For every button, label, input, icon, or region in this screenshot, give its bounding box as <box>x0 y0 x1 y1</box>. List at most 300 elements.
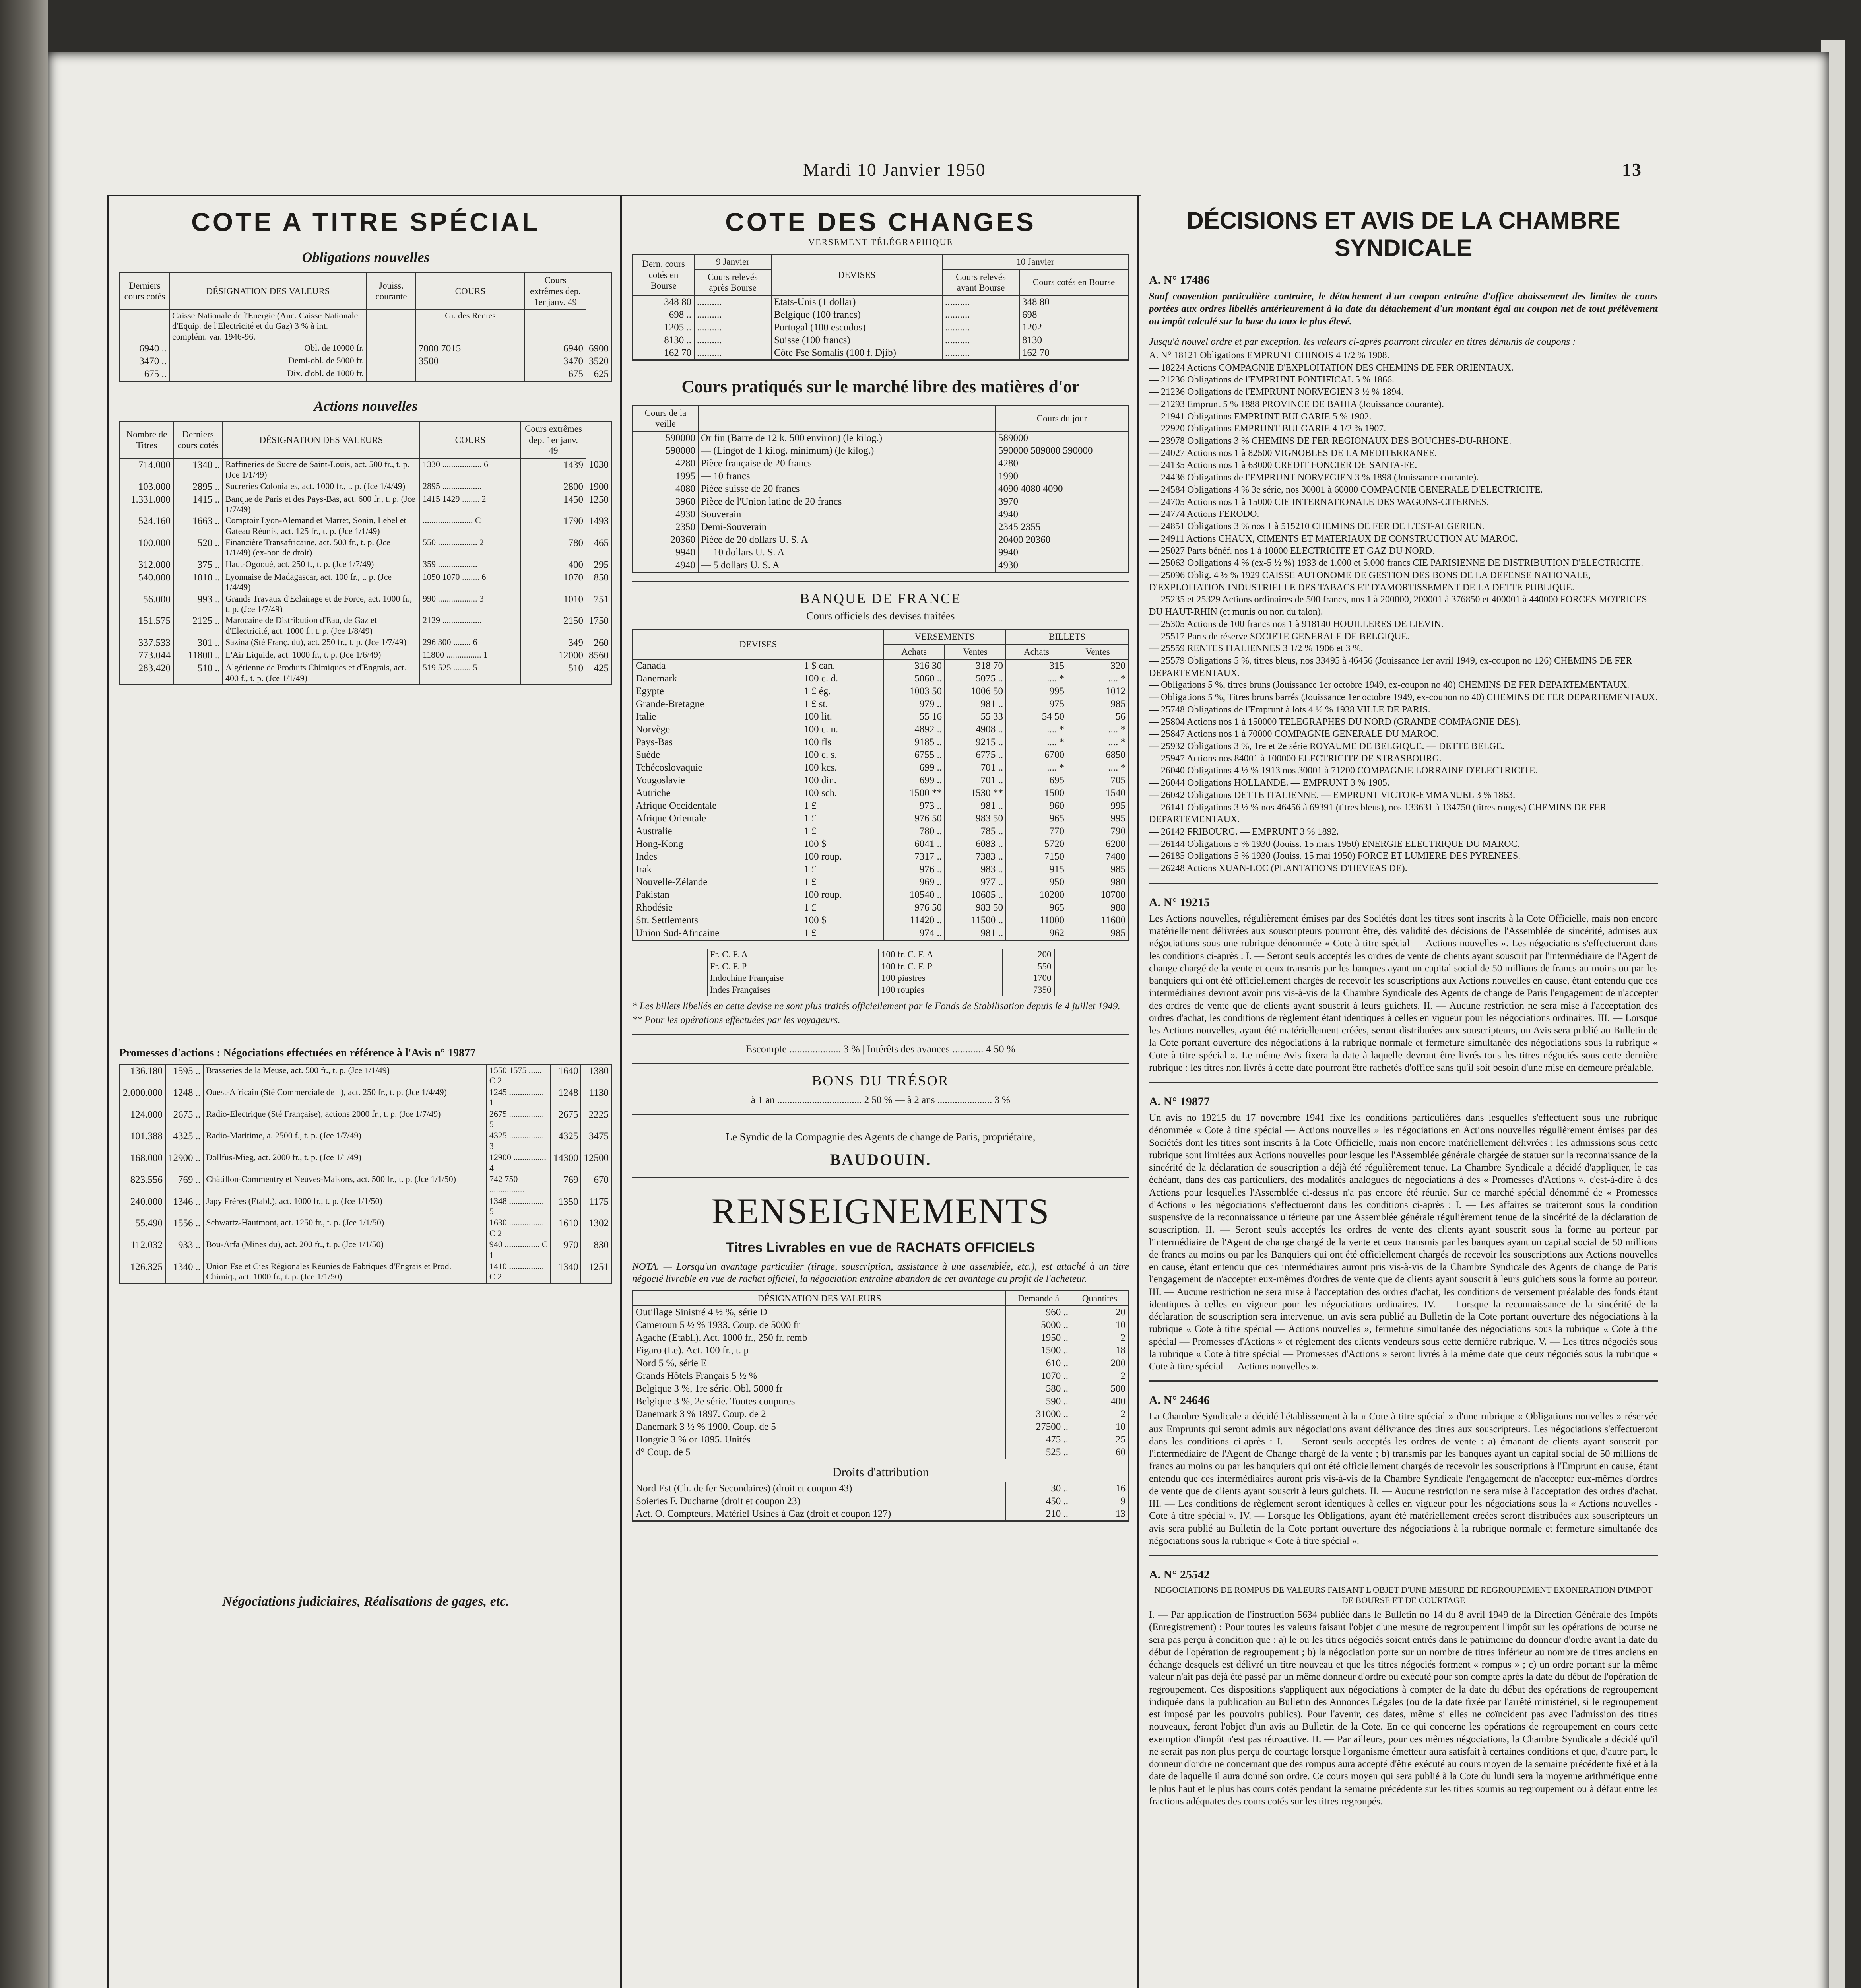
obligations-nouvelles-title: Obligations nouvelles <box>302 249 430 265</box>
table-cell: 11500 .. <box>945 914 1006 927</box>
table-cell: 975 <box>1006 698 1067 711</box>
table-row <box>120 515 612 537</box>
list-item: — 23978 Obligations 3 % CHEMINS DE FER REGIONAUX DES BOUCHES-DU-RHONE. <box>1149 436 1512 447</box>
or-title: Cours pratiqués sur le marché libre des matières d'or <box>681 377 1080 396</box>
table-cell: 6200 <box>1067 838 1129 850</box>
table-cell: Yougoslavie <box>633 774 801 787</box>
table-cell: Dix. d'obl. de 1000 fr. <box>169 368 367 381</box>
table-cell: 3960 <box>633 495 699 508</box>
table-cell: 375 .. <box>173 559 223 571</box>
table-cell: 6775 .. <box>945 749 1006 761</box>
table-cell: 16 <box>1071 1482 1129 1495</box>
table-row <box>633 295 1129 309</box>
table-row <box>120 1064 612 1086</box>
table-cell: 1 $ can. <box>801 659 883 672</box>
table-row <box>120 662 612 684</box>
col-header: Ventes <box>1067 645 1129 660</box>
table-cell: 1530 ** <box>945 787 1006 800</box>
table-cell: 9940 <box>996 546 1129 559</box>
table-cell: 100.000 <box>120 537 174 559</box>
table-cell: 100 c. d. <box>801 672 883 685</box>
table-cell <box>367 355 416 368</box>
table-cell: Raffineries de Sucre de Saint-Louis, act. 500 fr., t. p. (Jce 1/1/49) <box>223 458 420 481</box>
table-cell: Financière Transafricaine, act. 500 fr., t. p. (Jce 1/1/49) (ex-bon de droit) <box>223 537 420 559</box>
table-cell: 670 <box>581 1174 611 1196</box>
table-cell: 981 .. <box>945 698 1006 711</box>
table-cell: 296 300 ........ 6 <box>420 637 521 649</box>
table-cell: 2225 <box>581 1109 611 1130</box>
table-cell: 103.000 <box>120 481 174 493</box>
avis-25542-heading: NEGOCIATIONS DE ROMPUS DE VALEURS FAISANT L'OBJET D'UNE MESURE DE REGROUPEMENT EXONERATION D'IMPOT DE BOURSE ET DE COURTAGE <box>1154 1585 1653 1606</box>
page-date: Mardi 10 Janvier 1950 <box>803 159 986 180</box>
table-cell: 1493 <box>586 515 612 537</box>
table-cell <box>367 368 416 381</box>
table-row <box>120 649 612 662</box>
table-row <box>633 927 1129 940</box>
table-cell: 18 <box>1071 1344 1129 1357</box>
table-cell: 2800 <box>521 481 586 493</box>
table-cell: 6083 .. <box>945 838 1006 850</box>
table-cell: 1556 .. <box>165 1217 203 1239</box>
table-cell: Or fin (Barre de 12 k. 500 environ) (le kilog.) <box>698 431 996 445</box>
table-cell: .... * <box>1006 736 1067 749</box>
table-cell: 316 30 <box>883 659 945 672</box>
table-cell: 2 <box>1071 1332 1129 1344</box>
list-item: — 26144 Obligations 5 % 1930 (Jouiss. 15 mars 1950) ENERGIE ELECTRIQUE DU MAROC. <box>1149 839 1520 849</box>
table-cell: 1 £ <box>801 876 883 889</box>
table-cell: Pays-Bas <box>633 736 801 749</box>
table-cell: Indochine Française <box>707 972 879 984</box>
column-decisions <box>1149 199 1658 1988</box>
table-row <box>633 889 1129 901</box>
table-cell: .......... <box>694 347 771 360</box>
table-cell: 100 c. s. <box>801 749 883 761</box>
table-cell: Radio-Electrique (Sté Française), actions 2000 fr., t. p. (Jce 1/7/49) <box>203 1109 487 1130</box>
list-item: — 25517 Parts de réserve SOCIETE GENERALE DE BELGIQUE. <box>1149 631 1410 642</box>
table-cell: 773.044 <box>120 649 174 662</box>
table-cell: 55.490 <box>120 1217 166 1239</box>
table-cell: Tchécoslovaquie <box>633 761 801 774</box>
table-cell: 1500 ** <box>883 787 945 800</box>
droits-title: Droits d'attribution <box>633 1459 1129 1482</box>
table-cell: 425 <box>586 662 612 684</box>
list-item: — 25804 Actions nos 1 à 150000 TELEGRAPHES DU NORD (GRANDE COMPAGNIE DES). <box>1149 716 1521 727</box>
table-cell: 9940 <box>633 546 699 559</box>
table-cell: 1175 <box>581 1196 611 1217</box>
table-cell: 4325 ................ 3 <box>487 1130 551 1152</box>
table-cell: Ouest-Africain (Sté Commerciale de l'), act. 250 fr., t. p. (Jce 1/4/49) <box>203 1087 487 1109</box>
table-cell: 112.032 <box>120 1239 166 1261</box>
table-cell: .......... <box>942 309 1019 321</box>
column-rule-2 <box>1137 195 1139 1988</box>
table-cell: 590000 <box>633 445 699 457</box>
table-cell: 981 .. <box>945 800 1006 812</box>
list-item: — 26044 Obligations HOLLANDE. — EMPRUNT 3 % 1905. <box>1149 778 1389 788</box>
table-cell: 320 <box>1067 659 1129 672</box>
table-cell: Obl. de 10000 fr. <box>169 342 367 355</box>
table-cell: 60 <box>1071 1446 1129 1459</box>
table-cell: 348 80 <box>633 295 695 309</box>
avis-19215: A. N° 19215 <box>1149 895 1210 909</box>
table-row <box>633 825 1129 838</box>
table-cell: 915 <box>1006 863 1067 876</box>
table-cell: Côte Fse Somalis (100 f. Djib) <box>771 347 942 360</box>
table-cell: Pakistan <box>633 889 801 901</box>
list-item: — 21236 Obligations de l'EMPRUNT PONTIFICAL 5 % 1866. <box>1149 375 1394 385</box>
table-cell: 705 <box>1067 774 1129 787</box>
oblig-intro: Caisse Nationale de l'Energie (Anc. Caisse Nationale d'Equip. de l'Electricité et du Gaz) 3 % à int. complém. var. 1946-96. <box>169 310 367 342</box>
avis-17486-text: Sauf convention particulière contraire, le détachement d'un coupon entraîne d'office abaissement des limites de cours portées aux ordres libellés antérieurement à la date du détachement d'un montant égal au coupon net de tout prélèvement ou impôt calculé sur la base du taux le plus élevé. <box>1149 291 1658 327</box>
table-cell: 4280 <box>996 457 1129 470</box>
col-header: Demande à <box>1006 1291 1071 1306</box>
table-cell: 13 <box>1071 1508 1129 1521</box>
table-row <box>633 1357 1129 1370</box>
table-cell: 698 .. <box>633 309 695 321</box>
table-cell: 240.000 <box>120 1196 166 1217</box>
cfa-table <box>707 949 1055 996</box>
table-row <box>633 347 1129 360</box>
table-row <box>633 711 1129 723</box>
table-cell: 979 .. <box>883 698 945 711</box>
table-row <box>633 1382 1129 1395</box>
table-cell: 100 c. n. <box>801 723 883 736</box>
list-item: — 24851 Obligations 3 % nos 1 à 515210 CHEMINS DE FER DE L'EST-ALGERIEN. <box>1149 521 1485 532</box>
table-cell: 1410 ................ C 2 <box>487 1261 551 1283</box>
col-header: Cours extrêmes dep. 1er janv. 49 <box>525 273 586 310</box>
table-row <box>633 495 1129 508</box>
list-item: — 22920 Obligations EMPRUNT BULGARIE 4 1/2 % 1907. <box>1149 423 1386 434</box>
list-item: — 26141 Obligations 3 ½ % nos 46456 à 69391 (titres bleus), nos 133631 à 134750 (titres rouges) CHEMINS DE FER DEPARTEMENTAUX. <box>1149 802 1607 825</box>
table-cell: 12900 ............... 4 <box>487 1152 551 1174</box>
table-cell: 1248 .. <box>165 1087 203 1109</box>
table-cell: 12000 <box>521 649 586 662</box>
or-table <box>632 405 1129 573</box>
list-item: — 21293 Emprunt 5 % 1888 PROVINCE DE BAHIA (Jouissance courante). <box>1149 399 1444 410</box>
col-header: Cours relevés avant Bourse <box>942 270 1019 295</box>
table-cell: 540.000 <box>120 571 174 593</box>
table-cell: Danemark 3 ½ % 1900. Coup. de 5 <box>633 1421 1006 1433</box>
table-cell: Pièce de l'Union latine de 20 francs <box>698 495 996 508</box>
table-row <box>120 310 612 342</box>
table-cell: Portugal (100 escudos) <box>771 321 942 334</box>
col-header: 9 Janvier <box>694 254 771 270</box>
table-row <box>633 445 1129 457</box>
table-cell: 4930 <box>633 508 699 521</box>
table-row <box>633 559 1129 573</box>
list-item: — 26142 FRIBOURG. — EMPRUNT 3 % 1892. <box>1149 827 1339 837</box>
table-cell: 988 <box>1067 901 1129 914</box>
table-cell: 27500 .. <box>1006 1421 1071 1433</box>
table-cell: — 10 francs <box>698 470 996 483</box>
table-cell: Comptoir Lyon-Alemand et Marret, Sonin, Lebel et Gateau Réunis, act. 125 fr., t. p. (Jce 1/1/49) <box>223 515 420 537</box>
actions-nouvelles-table <box>119 421 612 685</box>
promesses-table <box>119 1064 612 1284</box>
table-cell: 1540 <box>1067 787 1129 800</box>
table-row <box>120 1174 612 1196</box>
table-cell: Act. O. Compteurs, Matériel Usines à Gaz (droit et coupon 127) <box>633 1508 1006 1521</box>
table-cell: 850 <box>586 571 612 593</box>
table-cell: Figaro (Le). Act. 100 fr., t. p <box>633 1344 1006 1357</box>
table-row <box>120 637 612 649</box>
table-cell: 8560 <box>586 649 612 662</box>
table-cell: 983 .. <box>945 863 1006 876</box>
list-item: — Obligations 5 %, titres bruns (Jouissance 1er octobre 1949, ex-coupon no 40) CHEMINS DE FER DEPARTEMENTAUX. <box>1149 680 1630 691</box>
list-item: — 24584 Obligations 4 % 3e série, nos 30001 à 60000 COMPAGNIE GENERALE D'ELECTRICITE. <box>1149 484 1543 495</box>
table-cell: 769 .. <box>165 1174 203 1196</box>
table-row <box>633 334 1129 347</box>
table-cell: 11600 <box>1067 914 1129 927</box>
table-cell: .......... <box>694 295 771 309</box>
table-cell: 5720 <box>1006 838 1067 850</box>
table-cell: 1 £ ég. <box>801 685 883 698</box>
col-header: Quantités <box>1071 1291 1129 1306</box>
table-cell: 714.000 <box>120 458 174 481</box>
table-row <box>633 901 1129 914</box>
table-cell: 348 80 <box>1019 295 1129 309</box>
col-header <box>698 405 996 431</box>
table-cell: Demi-obl. de 5000 fr. <box>169 355 367 368</box>
table-row <box>633 521 1129 534</box>
table-cell: .......... <box>942 321 1019 334</box>
obligations-table <box>119 272 612 382</box>
table-cell: 12900 .. <box>165 1152 203 1174</box>
table-cell: 751 <box>586 593 612 615</box>
list-item: — 26040 Obligations 4 ½ % 1913 nos 30001 à 71200 COMPAGNIE LORRAINE D'ELECTRICITE. <box>1149 765 1538 776</box>
table-row <box>633 1495 1129 1508</box>
table-cell: 976 .. <box>883 863 945 876</box>
table-cell: 200 <box>1003 949 1054 961</box>
table-cell: Outillage Sinistré 4 ½ %, série D <box>633 1306 1006 1319</box>
rachats-subtitle: Titres Livrables en vue de RACHATS OFFICIELS <box>726 1240 1035 1256</box>
table-row <box>120 593 612 615</box>
table-row <box>633 1421 1129 1433</box>
table-cell: 995 <box>1006 685 1067 698</box>
table-cell: 1010 .. <box>173 571 223 593</box>
table-cell: 962 <box>1006 927 1067 940</box>
table-cell: 589000 <box>996 431 1129 445</box>
table-cell: 4930 <box>996 559 1129 573</box>
table-cell: 1990 <box>996 470 1129 483</box>
table-cell: 100 $ <box>801 838 883 850</box>
table-cell: 1250 <box>586 493 612 515</box>
list-item: — 24774 Actions FERODO. <box>1149 509 1259 520</box>
table-cell: Souverain <box>698 508 996 521</box>
table-row <box>120 1087 612 1109</box>
table-cell: 1 £ <box>801 812 883 825</box>
table-cell: 1012 <box>1067 685 1129 698</box>
table-cell: Grande-Bretagne <box>633 698 801 711</box>
table-cell: Hong-Kong <box>633 838 801 850</box>
col-header: COURS <box>420 421 521 458</box>
table-cell: 580 .. <box>1006 1382 1071 1395</box>
table-cell: 500 <box>1071 1382 1129 1395</box>
table-cell: 701 .. <box>945 774 1006 787</box>
table-cell: 2675 <box>551 1109 581 1130</box>
table-cell: 6755 .. <box>883 749 945 761</box>
table-cell: 980 <box>1067 876 1129 889</box>
table-cell: Union Sud-Africaine <box>633 927 801 940</box>
table-cell: 1900 <box>586 481 612 493</box>
bons-tresor-title: BONS DU TRÉSOR <box>812 1073 949 1089</box>
table-row <box>120 615 612 637</box>
table-cell: .... * <box>1067 761 1129 774</box>
table-cell: 974 .. <box>883 927 945 940</box>
table-cell: 101.388 <box>120 1130 166 1152</box>
table-row <box>633 309 1129 321</box>
table-cell: 318 70 <box>945 659 1006 672</box>
table-cell: 1500 .. <box>1006 1344 1071 1357</box>
table-cell: 933 .. <box>165 1239 203 1261</box>
table-cell: 475 .. <box>1006 1433 1071 1446</box>
table-cell: 100 fr. C. F. P <box>879 961 1003 973</box>
list-item: — 18224 Actions COMPAGNIE D'EXPLOITATION DES CHEMINS DE FER ORIENTAUX. <box>1149 362 1514 373</box>
table-row <box>633 457 1129 470</box>
blank-space <box>119 1284 612 1594</box>
table-cell: 785 .. <box>945 825 1006 838</box>
table-cell: 3470 <box>525 355 586 368</box>
table-cell: 9185 .. <box>883 736 945 749</box>
table-cell: 11420 .. <box>883 914 945 927</box>
blank-space <box>119 685 612 1043</box>
table-cell: 1 £ <box>801 901 883 914</box>
table-row <box>120 537 612 559</box>
table-cell: 20 <box>1071 1306 1129 1319</box>
table-cell: 1340 <box>551 1261 581 1283</box>
table-row <box>633 850 1129 863</box>
table-row <box>633 838 1129 850</box>
syndic-name: BAUDOUIN. <box>830 1151 931 1169</box>
col-header: Jouiss. courante <box>367 273 416 310</box>
table-cell: 100 fls <box>801 736 883 749</box>
table-cell: 1 £ <box>801 800 883 812</box>
avis-19215-text: Les Actions nouvelles, régulièrement émises par des Sociétés dont les titres sont inscrits à la Cote Officielle, mais non encore matériellement délivrées aux souscripteurs pourront être, dès validité des décisions de l'Assemblée de sincérité, admises aux négociations sous une rubrique dénommée « Cote à titre spécial — Actions nouvelles ». Les négociations s'effectueront dans les conditions ci-après : I. — Seront seuls acceptés les ordres de vente de clients ayant souscrit par l'intermédiaire de l'Agent de change chargé de la vente et ceux transmis par les banques ayant un capital social de 50 millions de francs au moins ou par les banquiers qui ont été officiellement chargés de recevoir les souscriptions aux Actions nouvelles en cause, étant entendu que ces intermédiaires devront avoir pris vis-à-vis de la Chambre Syndicale des Agents de change de Paris l'engagement de n'accepter des ordres de vente que de clients ayant souscrit à leurs guichets. II. — Aucune restriction ne sera mise à l'acceptation des ordres d'achat, les conditions de règlement étant identiques à celles en vigueur pour les négociations ordinaires. III. — Lorsque les Actions nouvelles, ayant été matériellement créées, seront distribuées aux souscripteurs, un Avis sera publié au Bulletin de la Cote portant ouverture des négociations à la rubrique normale et fermeture simultanée des négociations sous la rubrique « Cote à titre spécial ». Le même Avis fixera la date à laquelle devront être livrés tous les titres négociés sous cette dernière rubrique : les titres non livrés à cette date pourront être rachetés d'office sans qu'il soit besoin d'une mise en demeure préalable. <box>1149 913 1658 1073</box>
table-cell <box>416 368 525 381</box>
table-cell: 520 .. <box>173 537 223 559</box>
table-cell: 2125 .. <box>173 615 223 637</box>
table-cell: 7150 <box>1006 850 1067 863</box>
table-cell: 1 £ <box>801 863 883 876</box>
col-header: Derniers cours cotés <box>120 273 170 310</box>
table-cell: Belgique 3 %, 2e série. Toutes coupures <box>633 1395 1006 1408</box>
table-cell: 1302 <box>581 1217 611 1239</box>
table-cell: 3475 <box>581 1130 611 1152</box>
column-cote-changes <box>632 199 1129 1988</box>
table-cell: 695 <box>1006 774 1067 787</box>
table-cell: .... * <box>1006 761 1067 774</box>
table-row <box>633 508 1129 521</box>
table-row <box>633 736 1129 749</box>
table-cell: Australie <box>633 825 801 838</box>
col-header: DÉSIGNATION DES VALEURS <box>633 1291 1006 1306</box>
bdf-table <box>632 629 1129 941</box>
table-row <box>633 659 1129 672</box>
table-cell: 590 .. <box>1006 1395 1071 1408</box>
table-row <box>633 1344 1129 1357</box>
rens-nota: NOTA. — Lorsqu'un avantage particulier (tirage, souscription, assistance à une assemblée, etc.), est attaché à un titre négocié livrable en vue de rachat officiel, la négociation entraîne abandon de cet avantage au profit de l'acheteur. <box>632 1261 1129 1285</box>
table-cell: 969 .. <box>883 876 945 889</box>
table-cell: Cameroun 5 ½ % 1933. Coup. de 5000 fr <box>633 1319 1006 1332</box>
table-row <box>633 914 1129 927</box>
table-cell: 770 <box>1006 825 1067 838</box>
table-cell: .......... <box>694 321 771 334</box>
table-cell: 7000 7015 <box>416 342 525 355</box>
col-header: BILLETS <box>1006 629 1129 644</box>
table-cell: 10540 .. <box>883 889 945 901</box>
table-cell: L'Air Liquide, act. 1000 fr., t. p. (Jce 1/6/49) <box>223 649 420 662</box>
table-cell: 8130 <box>1019 334 1129 347</box>
table-cell: 960 <box>1006 800 1067 812</box>
list-item: — 25063 Obligations 4 % (ex-5 ½ %) 1933 de 1.000 et 5.000 francs CIE PARISIENNE DE DISTRIBUTION D'ELECTRICITE. <box>1149 558 1644 569</box>
table-cell: 1380 <box>581 1064 611 1086</box>
list-item: — 25947 Actions nos 84001 à 100000 ELECTRICITE DE STRASBOURG. <box>1149 753 1442 764</box>
table-row <box>633 1482 1129 1495</box>
avis-24646-text: La Chambre Syndicale a décidé l'établissement à la « Cote à titre spécial » d'une rubrique « Obligations nouvelles » réservée aux Emprunts qui seront admis aux négociations avant délivrance des titres aux souscripteurs. Les négociations s'effectueront dans les conditions ci-après : I. — Seront seuls acceptés les ordres de vente : a) émanant de clients ayant souscrit par l'intermédiaire de l'Agent de Change chargé de la vente ; b) transmis par les banques ayant un capital social de 50 millions de francs au moins ou par les banquiers qui ont été officiellement chargés de recevoir les souscriptions à l'Emprunt en cause, étant entendu que ces intermédiaires auront pris vis-à-vis de la Chambre Syndicale l'engagement de n'accepter eux-mêmes d'ordres de vente que de clients ayant souscrit à leurs guichets. II. — Aucune restriction ne sera mise à l'acceptation des ordres d'achat. III. — Les conditions de règlement seront identiques à celles en vigueur pour les négociations sous la « Actions nouvelles - Cote à titre spécial ». IV. — Lorsque les Obligations, ayant été matériellement créées seront distribuées aux souscripteurs un avis sera publié au Bulletin de la Cote portant ouverture des négociations à la rubrique normale et fermeture simultanée des négociations sous la rubrique « Cote à titre spécial ». <box>1149 1411 1658 1546</box>
table-row <box>633 1446 1129 1459</box>
table-cell: Agache (Etabl.). Act. 1000 fr., 250 fr. remb <box>633 1332 1006 1344</box>
table-cell: 349 <box>521 637 586 649</box>
table-cell: 100 kcs. <box>801 761 883 774</box>
table-cell: 990 .................. 3 <box>420 593 521 615</box>
table-cell: 2675 .. <box>165 1109 203 1130</box>
escompte-line: Escompte .................... 3 % | Intérêts des avances ............ 4 50 % <box>746 1043 1015 1055</box>
table-row <box>120 1239 612 1261</box>
table-cell: 3520 <box>586 355 612 368</box>
col-header: Achats <box>883 645 945 660</box>
table-row <box>120 355 612 368</box>
table-cell: 4908 .. <box>945 723 1006 736</box>
table-cell: Afrique Occidentale <box>633 800 801 812</box>
table-row <box>120 493 612 515</box>
table-cell: 525 .. <box>1006 1446 1071 1459</box>
table-cell: 6850 <box>1067 749 1129 761</box>
page-number: 13 <box>1622 159 1642 180</box>
table-cell: .......... <box>942 334 1019 347</box>
col-header: Cours de la veille <box>633 405 699 431</box>
table-row <box>120 1196 612 1217</box>
list-item: — 25305 Actions de 100 francs nos 1 à 918140 HOUILLERES DE LIEVIN. <box>1149 619 1444 629</box>
table-cell: 993 .. <box>173 593 223 615</box>
table-cell: 510 <box>521 662 586 684</box>
table-cell: 1.331.000 <box>120 493 174 515</box>
list-item: — 25932 Obligations 3 %, 1re et 2e série ROYAUME DE BELGIQUE. — DETTE BELGE. <box>1149 741 1504 751</box>
col-header: Cours extrêmes dep. 1er janv. 49 <box>521 421 586 458</box>
table-cell: 1750 <box>586 615 612 637</box>
table-cell: 4280 <box>633 457 699 470</box>
avis-24646: A. N° 24646 <box>1149 1394 1210 1407</box>
table-cell: 100 sch. <box>801 787 883 800</box>
frame-left <box>107 195 109 1988</box>
table-cell: .... * <box>1006 672 1067 685</box>
col-header: Nombre de Titres <box>120 421 174 458</box>
table-cell: 983 50 <box>945 901 1006 914</box>
book-binding <box>0 0 48 1988</box>
table-cell: 7383 .. <box>945 850 1006 863</box>
table-row <box>633 1370 1129 1382</box>
table-cell: 675 <box>525 368 586 381</box>
table-row <box>633 321 1129 334</box>
table-cell: Rhodésie <box>633 901 801 914</box>
list-item: — 21941 Obligations EMPRUNT BULGARIE 5 % 1902. <box>1149 411 1372 422</box>
table-cell: Châtillon-Commentry et Neuves-Maisons, act. 500 fr., t. p. (Jce 1/1/50) <box>203 1174 487 1196</box>
table-cell: 4940 <box>996 508 1129 521</box>
table-cell: 698 <box>1019 309 1129 321</box>
table-cell: Canada <box>633 659 801 672</box>
table-cell: Algérienne de Produits Chimiques et d'Engrais, act. 400 f., t. p. (Jce 1/1/49) <box>223 662 420 684</box>
table-cell: Suisse (100 francs) <box>771 334 942 347</box>
table-cell: 4325 <box>551 1130 581 1152</box>
table-cell: 4940 <box>633 559 699 573</box>
table-cell: 20400 20360 <box>996 534 1129 546</box>
